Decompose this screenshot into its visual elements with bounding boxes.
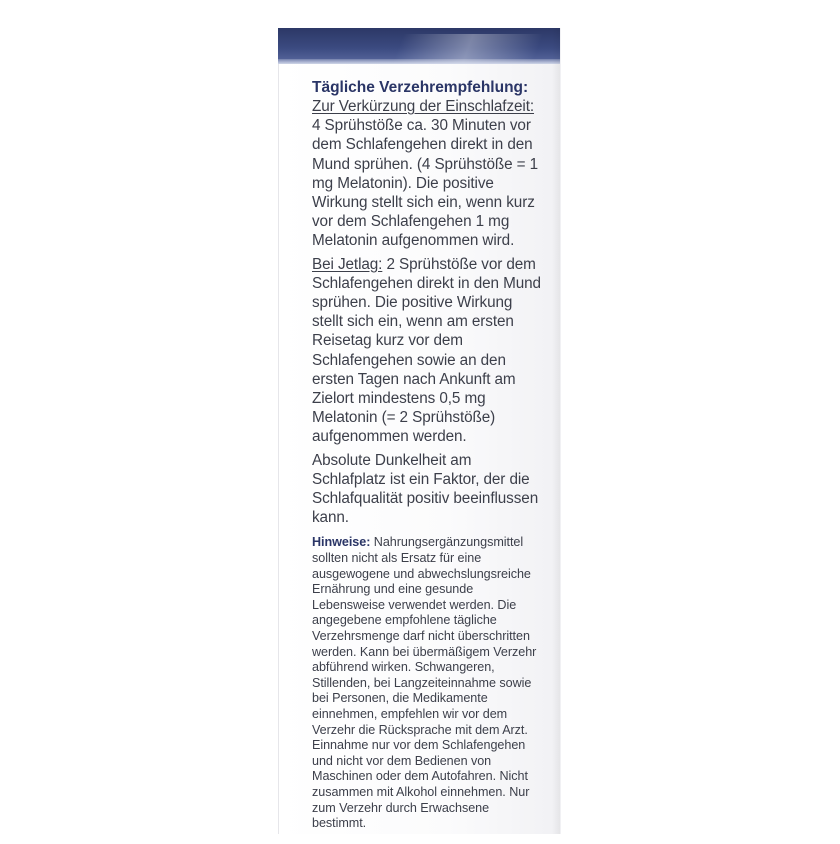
jetlag-section-label: Bei Jetlag: <box>312 255 383 273</box>
notes-paragraph <box>312 535 546 831</box>
band-fold-edge <box>278 59 560 64</box>
sleep-recommendation <box>312 97 546 251</box>
darkness-note: Absolute Dunkelheit am Schlafplatz ist ein Faktor, der die Schlafqualität positiv beeinflussen kann. <box>312 451 539 527</box>
package-right-edge-shadow <box>552 28 560 834</box>
notes-text: Nahrungsergänzungsmittel sollten nicht als Ersatz für eine ausgewogene und abwechslungsreiche Ernährung und eine gesunde Lebensweise verwendet werden. Die angegebene empfohlene tägliche Verzehrsmenge darf nicht überschritten werden. Kann bei übermäßigem Verzehr abführend wirken. Schwangeren, Stillenden, bei Langzeiteinnahme sowie bei Personen, die Medikamente einnehmen, empfehlen wir vor dem Verzehr die Rücksprache mit dem Arzt. Einnahme nur vor dem Schlafengehen und nicht vor dem Bedienen von Maschinen oder dem Autofahren. Nicht zusammen mit Alkohol einnehmen. Nur zum Verzehr durch Erwachsene bestimmt. <box>312 535 537 831</box>
sleep-section-text: 4 Sprühstöße ca. 30 Minuten vor dem Schlafengehen direkt in den Mund sprühen. (4 Sprühstöße = 1 mg Melatonin). Die positive Wirkung stellt sich ein, wenn kurz vor dem Schlafengehen 1 mg Melatonin aufgenommen wird. <box>312 117 539 250</box>
jetlag-section-text: 2 Sprühstöße vor dem Schlafengehen direkt in den Mund sprühen. Die positive Wirkung stellt sich ein, wenn am ersten Reisetag kurz vor dem Schlafengehen sowie an den ersten Tagen nach Ankunft am Zielort mindestens 0,5 mg Melatonin (= 2 Sprühstöße) aufgenommen werden. <box>312 255 541 446</box>
dosage-heading: Tägliche Verzehrempfehlung: <box>312 79 529 96</box>
jetlag-recommendation <box>312 255 546 447</box>
notes-label: Hinweise: <box>312 535 371 550</box>
package-top-band <box>278 28 560 64</box>
label-text-block <box>312 78 546 844</box>
sleep-section-label: Zur Verkürzung der Einschlafzeit: <box>312 98 535 115</box>
